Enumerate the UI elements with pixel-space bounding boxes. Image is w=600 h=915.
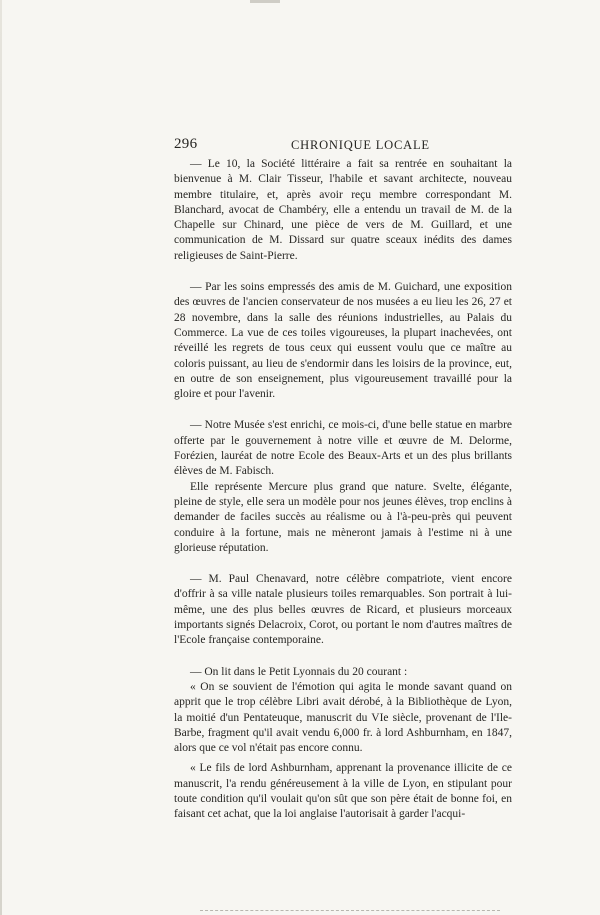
page-number: 296 xyxy=(174,136,198,152)
paragraph-statue-musee: — Notre Musée s'est enrichi, ce mois-ci, d'une belle statue en marbre offerte par le gouvernement à notre ville et œuvre de M. Delorme, Forézien, lauréat de notre Ecole des Beaux-Arts et un des plus brillants élèves de M. Fabisch. xyxy=(174,419,512,478)
page-edge xyxy=(0,0,2,915)
paragraph-exposition-guichard: — Par les soins empressés des amis de M. Guichard, une exposition des œuvres de l'ancien conservateur de nos musées a eu lieu les 26, 27 et 28 novembre, dans la salle des réunions industrielles, au Palais du Commerce. La vue de ces toiles vigoureuses, la plupart inachevées, ont réveillé les regrets de tous ceux qui eussent voulu que ce maître au coloris puissant, au lieu de s'endormir dans les loisirs de la province, eut, en outre de son enseignement, plus vigoureusement travaillé pour la gloire et pour l'avenir. xyxy=(174,281,512,401)
paragraph-libri-quote: « On se souvient de l'émotion qui agita le monde savant quand on apprit que le trop célèbre Libri avait dérobé, à la Bibliothèque de Lyon, la moitié d'un Pentateuque, manuscrit du VIe siècle, provenant de l'Ile-Barbe, fragment qu'il avait vendu 6,000 fr. à lord Ashburnham, en 1847, alors que ce vol n'était pas encore connu. xyxy=(174,680,512,755)
running-head: CHRONIQUE LOCALE xyxy=(291,138,430,152)
body-text xyxy=(174,157,512,823)
paragraph-ashburnham-quote: « Le fils de lord Ashburnham, apprenant la provenance illicite de ce manuscrit, l'a rendu généreusement à la ville de Lyon, en stipulant pour toute condition qu'il voulait qu'on sût que son père était de bonne foi, en faisant cet achat, que la loi anglaise l'autorisait à garder l'acqui- xyxy=(174,762,512,821)
page-header xyxy=(174,136,512,156)
bottom-edge-rule xyxy=(200,910,500,911)
paragraph-petit-lyonnais: — On lit dans le Petit Lyonnais du 20 courant : xyxy=(190,665,408,678)
paragraph-societe-litteraire: — Le 10, la Société littéraire a fait sa rentrée en souhaitant la bienvenue à M. Clair Tisseur, l'habile et savant architecte, nouveau membre titulaire, et, après avoir reçu membre correspondant M. Blanchard, avocat de Chambéry, elle a entendu un travail de M. de la Chapelle sur Chinard, une pièce de vers de M. Guillard, et une communication de M. Dissard sur quatre sceaux inédits des dames religieuses de Saint-Pierre. xyxy=(174,158,512,262)
paragraph-chenavard: — M. Paul Chenavard, notre célèbre compatriote, vient encore d'offrir à sa ville natale plusieurs toiles remarquables. Son portrait à lui-même, une des plus belles œuvres de Ricard, et plusieurs morceaux importants signés Delacroix, Corot, ou portant le nom d'autres maîtres de l'Ecole française contemporaine. xyxy=(174,573,512,647)
top-binding-mark xyxy=(250,0,280,3)
paragraph-mercure: Elle représente Mercure plus grand que nature. Svelte, élégante, pleine de style, elle sera un modèle pour nos jeunes élèves, trop enclins à demander de faciles succès au réalisme ou à l'à-peu-près qui peuvent conduire à la fortune, mais ne mèneront jamais à l'estime ni à une glorieuse réputation. xyxy=(174,480,512,554)
